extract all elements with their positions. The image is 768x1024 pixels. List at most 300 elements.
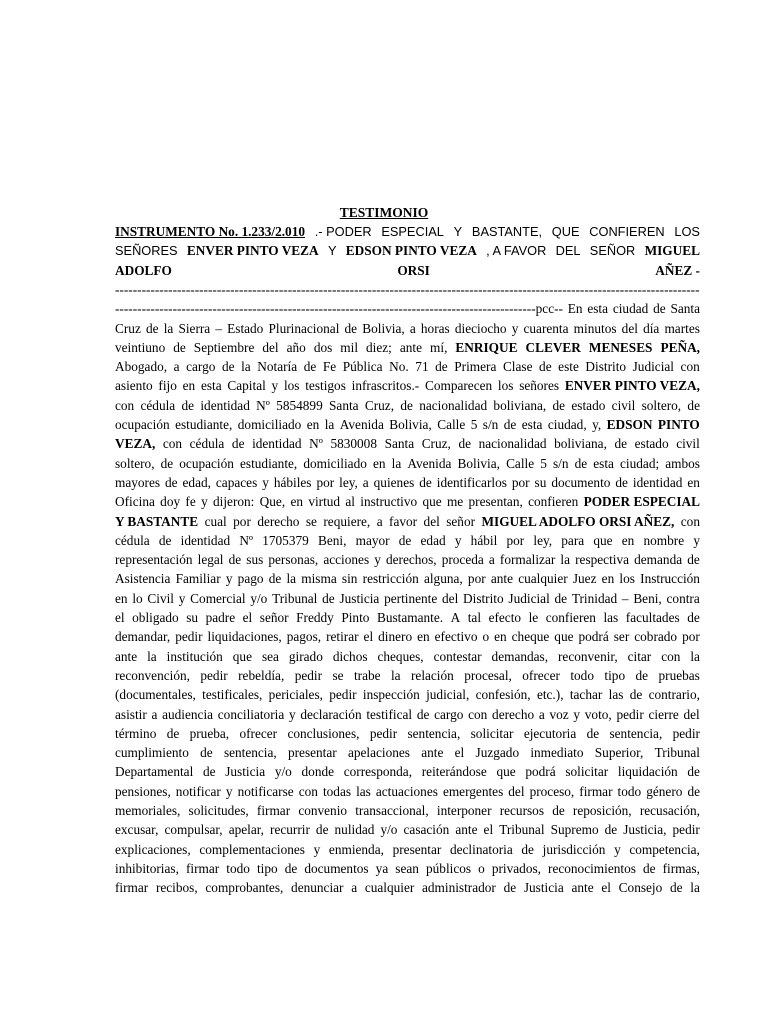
text-segment: a — [362, 474, 369, 490]
text-segment: y — [262, 474, 269, 490]
text-segment: Septiembre — [193, 339, 255, 355]
text-segment: Beni, — [633, 590, 662, 606]
text-segment: de — [165, 474, 178, 490]
text-segment: QUE — [551, 224, 580, 239]
text-segment: de — [400, 397, 413, 413]
text-segment: y — [271, 378, 279, 394]
text-segment: de — [416, 706, 430, 722]
text-segment: y/o — [274, 764, 292, 780]
text-segment: año — [286, 339, 306, 355]
text-segment: señor — [259, 610, 289, 625]
text-segment: la — [560, 552, 570, 568]
text-segment: CONFIEREN — [589, 224, 665, 239]
text-segment: estudiante, — [240, 455, 298, 471]
text-segment: a — [409, 320, 416, 336]
text-segment: a — [538, 706, 545, 722]
text-segment: Estado — [227, 320, 264, 336]
text-segment: el — [242, 610, 253, 625]
text-segment: y — [313, 841, 321, 857]
text-segment: liquidaciones, — [207, 629, 282, 645]
text-segment: género — [646, 783, 683, 799]
text-segment: , A FAVOR — [486, 243, 547, 259]
text-segment: alguna, — [423, 571, 463, 587]
text-segment: solicitar — [470, 725, 514, 741]
text-segment: mil — [340, 339, 359, 355]
text-segment: diez; — [366, 339, 392, 355]
text-segment: actuaciones — [375, 783, 438, 799]
text-segment: del — [621, 320, 638, 336]
text-segment: la — [690, 648, 700, 664]
text-segment: legal — [197, 552, 224, 568]
text-line — [115, 666, 700, 686]
text-segment: Santa — [329, 397, 359, 413]
text-segment: de — [669, 880, 683, 896]
text-segment: apelaciones — [347, 745, 410, 761]
text-segment: la — [390, 667, 401, 683]
text-segment: en — [182, 378, 196, 394]
text-segment: En — [567, 301, 583, 317]
text-line — [115, 801, 700, 821]
text-segment: recusación, — [639, 803, 700, 818]
text-segment: del — [262, 339, 279, 355]
text-segment: en — [306, 417, 320, 432]
text-segment: hábiles — [273, 474, 312, 490]
text-line — [115, 473, 700, 493]
text-segment: esta — [587, 301, 609, 317]
text-segment: Notaría — [257, 359, 298, 375]
text-segment: el — [454, 745, 465, 761]
text-segment: firmas, — [662, 860, 700, 876]
text-segment: Tribunal — [499, 822, 545, 838]
text-segment: Bolivia, — [389, 417, 432, 432]
text-segment: misma — [301, 571, 337, 587]
text-segment: pensiones, — [115, 783, 171, 799]
text-segment: girado — [288, 648, 323, 664]
text-segment: de — [166, 725, 180, 741]
text-line — [115, 338, 700, 358]
text-segment: 5854899 — [276, 397, 323, 413]
text-segment: y — [201, 494, 208, 510]
text-segment: que — [422, 494, 442, 510]
text-segment: Asistencia — [115, 571, 171, 587]
text-segment: declaración — [300, 706, 362, 722]
text-segment: y — [178, 590, 186, 606]
text-segment: por — [511, 474, 530, 490]
text-segment: sin — [341, 571, 358, 587]
text-segment: de — [181, 397, 195, 413]
text-segment: de — [687, 397, 700, 413]
text-segment: confieren — [528, 494, 579, 510]
text-segment: pedir — [175, 629, 203, 645]
text-segment: Familiar — [175, 571, 221, 587]
text-segment: Comercial — [190, 590, 246, 606]
text-segment: minutos — [573, 320, 617, 336]
text-segment: Nº — [309, 436, 323, 452]
text-segment: padre — [205, 610, 236, 625]
text-segment: de — [521, 841, 534, 857]
text-segment: de — [228, 552, 242, 568]
text-segment: proceda — [441, 552, 484, 568]
text-segment: testigos — [305, 378, 346, 394]
text-segment: confesión, — [475, 687, 531, 703]
text-segment: favor — [389, 513, 418, 529]
text-segment: obligado — [132, 610, 179, 625]
text-segment: soltero, — [115, 455, 155, 471]
text-segment: de — [419, 474, 432, 490]
text-segment: institución — [166, 648, 223, 664]
text-segment: Calle — [506, 455, 535, 471]
text-segment: los — [283, 378, 300, 394]
text-segment: y — [454, 532, 462, 548]
text-segment: recibos, — [155, 880, 198, 896]
text-segment: la — [391, 455, 402, 471]
text-segment: de — [303, 359, 317, 375]
text-segment: término — [115, 725, 157, 741]
text-segment: identificarlos — [436, 474, 507, 490]
text-segment: ocupación — [179, 455, 234, 471]
text-line — [115, 569, 700, 589]
text-segment: comprobantes, — [205, 880, 284, 896]
text-segment: las — [603, 610, 619, 625]
text-segment: ADOLFO — [115, 262, 172, 278]
text-segment: ambos — [665, 455, 700, 471]
text-segment: ofrecer — [522, 667, 560, 683]
text-segment: Judicial — [508, 590, 550, 606]
text-segment: identidad — [632, 474, 683, 490]
text-segment: tachar — [569, 687, 603, 703]
text-segment: ENRIQUE — [455, 339, 518, 355]
text-segment: derecho — [257, 513, 300, 529]
text-segment: 1705379 — [262, 532, 309, 548]
text-segment: la — [147, 648, 157, 664]
text-line — [115, 820, 700, 840]
text-line — [115, 222, 700, 242]
text-segment: públicos — [426, 860, 472, 876]
text-segment: se — [305, 513, 317, 529]
text-segment: de — [574, 455, 588, 471]
text-line — [115, 627, 700, 647]
text-line — [115, 724, 700, 744]
text-segment: pago — [237, 571, 264, 587]
text-segment: requiere, — [323, 513, 371, 529]
text-segment: en — [417, 629, 430, 645]
text-segment: ser — [613, 629, 630, 645]
text-segment: por — [233, 513, 251, 529]
text-segment: LOS — [674, 224, 700, 239]
text-segment: asistir — [115, 706, 147, 722]
text-segment: cualquier — [364, 880, 415, 896]
text-segment: cédula — [189, 436, 225, 452]
text-segment: al — [345, 494, 355, 510]
text-segment: el — [115, 610, 125, 625]
text-segment: y/o — [250, 590, 268, 606]
text-segment: .- PODER — [314, 224, 372, 239]
text-segment: efectivo — [434, 629, 478, 645]
text-segment: Fe — [322, 359, 337, 375]
text-segment: Y — [453, 224, 463, 239]
text-segment: ofrecer — [239, 725, 278, 741]
text-segment: Y BASTANTE — [115, 513, 199, 529]
text-segment: de — [604, 822, 618, 838]
text-segment: Bolivia, — [457, 455, 500, 471]
text-segment: de — [146, 320, 159, 336]
text-segment: (documentales, — [115, 687, 196, 703]
text-segment: de — [635, 667, 649, 683]
text-segment: dieciocho — [454, 320, 507, 336]
text-segment: Supremo — [550, 822, 599, 838]
text-segment: solicitar — [565, 764, 609, 780]
text-segment: señores — [519, 378, 560, 394]
text-line — [115, 434, 700, 454]
text-segment: Distrito — [585, 359, 627, 375]
text-line — [115, 454, 700, 474]
text-segment: emergentes — [442, 783, 504, 799]
text-segment: día — [643, 320, 660, 336]
text-segment: de — [173, 339, 186, 355]
text-segment: denunciar — [291, 880, 344, 896]
text-segment: de — [503, 417, 517, 432]
text-segment: de — [539, 359, 552, 375]
text-line — [115, 261, 700, 281]
text-segment: nombre — [643, 532, 685, 548]
text-segment: ocupación — [115, 417, 170, 432]
text-segment: contrario, — [648, 687, 700, 703]
text-segment: de — [687, 764, 700, 780]
text-segment: el — [483, 822, 494, 838]
text-segment: sentencia, — [407, 725, 461, 741]
text-segment: testifical — [366, 706, 413, 722]
text-segment: pedir — [294, 667, 323, 683]
text-segment: en — [687, 474, 700, 490]
text-segment: mayor — [355, 532, 390, 548]
text-segment: las — [356, 783, 371, 799]
text-segment: Judicial — [632, 359, 674, 375]
text-segment: ciudad, — [547, 417, 587, 432]
text-segment: conciliatoria — [217, 706, 285, 722]
text-segment: facultades — [625, 610, 680, 625]
text-segment: ENVER PINTO VEZA, — [564, 378, 700, 394]
text-segment: Avenida — [407, 455, 452, 471]
text-segment: Departamental — [115, 764, 194, 780]
text-segment: Pinto — [341, 610, 370, 625]
text-segment: presentan, — [468, 494, 523, 510]
text-segment: de — [642, 860, 656, 876]
text-segment: identidad — [200, 397, 250, 413]
text-segment: liquidación — [617, 764, 678, 780]
text-segment: cheque — [511, 629, 550, 645]
text-line — [115, 608, 700, 628]
text-segment: y — [511, 320, 519, 336]
text-segment: domiciliado — [237, 417, 302, 432]
text-segment: ENVER PINTO VEZA — [186, 243, 319, 259]
text-segment: restricción — [362, 571, 419, 587]
text-segment: pagos, — [286, 629, 322, 645]
text-segment: demandas, — [491, 648, 549, 664]
text-line — [115, 280, 700, 300]
text-segment: de — [202, 764, 216, 780]
text-segment: CLEVER — [525, 339, 581, 355]
text-segment: de — [344, 320, 358, 336]
text-line — [115, 492, 700, 512]
text-segment: le — [528, 610, 539, 625]
text-segment: se — [332, 667, 344, 683]
text-segment: nacionalidad — [419, 397, 488, 413]
text-segment: de — [503, 880, 517, 896]
text-segment: inhibitorias, — [115, 860, 179, 876]
text-segment: 5 — [470, 417, 478, 432]
text-line — [115, 531, 700, 551]
text-segment: sea — [261, 648, 279, 664]
text-segment: SEÑOR — [589, 243, 636, 259]
text-segment: podrá — [525, 764, 556, 780]
text-segment: jurisdicción — [542, 841, 606, 857]
text-segment: cédula — [115, 532, 150, 548]
text-segment: 5 — [540, 455, 547, 471]
text-segment: estudiante, — [175, 417, 233, 432]
text-segment: mayores — [115, 474, 161, 490]
text-segment: ley, — [339, 474, 358, 490]
text-segment: firmar — [256, 803, 291, 818]
text-segment: PODER ESPECIAL — [583, 494, 700, 510]
text-segment: que — [232, 648, 252, 664]
text-segment: y, — [592, 417, 602, 432]
text-segment: pedir — [369, 725, 398, 741]
text-segment: conclusiones, — [287, 725, 360, 741]
text-segment: Juez — [572, 571, 597, 587]
text-segment: a — [351, 880, 358, 896]
text-segment: notificar — [175, 783, 221, 799]
text-segment: contestar — [433, 648, 482, 664]
text-segment: la — [286, 571, 297, 587]
text-line — [115, 647, 700, 667]
text-segment: Justicia, — [623, 822, 667, 838]
text-segment: todo — [570, 667, 594, 683]
text-segment: explicaciones, — [115, 841, 191, 857]
text-segment: dijeron: — [213, 494, 255, 510]
text-segment: – — [215, 320, 222, 336]
text-line — [115, 840, 700, 860]
text-segment: acciones — [323, 552, 370, 568]
text-segment: trabe — [353, 667, 381, 683]
text-segment: periciales, — [268, 687, 323, 703]
text-segment: de — [687, 783, 700, 799]
text-segment: que — [496, 764, 516, 780]
text-segment: ante — [399, 339, 423, 355]
text-segment: Bustamante. — [376, 610, 444, 625]
text-segment: señor — [446, 513, 476, 529]
text-segment: del — [423, 513, 440, 529]
text-line — [115, 589, 700, 609]
text-segment: pedir — [200, 667, 228, 683]
text-segment: presentar — [287, 745, 337, 761]
text-segment: formalizar — [499, 552, 556, 568]
text-segment: y — [374, 552, 381, 568]
text-segment: Nº — [239, 532, 254, 548]
text-segment: ley, — [533, 532, 553, 548]
text-segment: Calle — [437, 417, 466, 432]
text-segment: ya — [375, 860, 389, 876]
text-segment: Avenida — [339, 417, 384, 432]
text-segment: dichos — [332, 648, 368, 664]
text-segment: de — [458, 436, 471, 452]
text-segment: reconvenir, — [558, 648, 618, 664]
text-segment: PINTO — [657, 417, 700, 432]
text-segment: a — [488, 552, 495, 568]
text-line — [115, 878, 700, 898]
text-segment: DEL — [555, 243, 581, 259]
text-segment: lo — [132, 590, 143, 606]
text-segment: interponer — [436, 803, 492, 818]
text-segment: capaces — [215, 474, 258, 490]
text-segment: asiento — [115, 378, 153, 394]
text-segment: pedir — [672, 822, 700, 838]
text-segment: Justicia — [225, 764, 266, 780]
text-segment: proceso, — [529, 783, 575, 799]
text-segment: de — [653, 301, 666, 317]
text-segment: por — [467, 571, 486, 587]
text-segment: soltero, — [641, 397, 682, 413]
text-segment: excusar, — [115, 822, 159, 838]
text-segment: demanda — [634, 552, 683, 568]
text-segment: esta — [521, 417, 543, 432]
text-segment: recurrir — [270, 822, 310, 838]
text-segment: VEZA, — [115, 436, 156, 452]
text-segment: presentar — [392, 841, 442, 857]
text-segment: de — [160, 455, 174, 471]
text-segment: Capital — [227, 378, 266, 394]
text-segment: cheques, — [377, 648, 424, 664]
text-segment: en — [621, 532, 635, 548]
text-segment: ------------------------------------------------------------------------------------------------------------------------------------ — [115, 281, 700, 297]
text-segment: en — [494, 629, 507, 645]
text-segment: ante — [490, 571, 513, 587]
text-segment: EDSON — [606, 417, 653, 432]
text-segment: para — [561, 532, 585, 548]
text-line — [115, 357, 700, 377]
text-segment: compulsar, — [164, 822, 223, 838]
text-segment: convenio — [298, 803, 348, 818]
text-segment: ante — [115, 648, 138, 664]
text-segment: cargo — [434, 706, 464, 722]
text-segment: 5830008 — [330, 436, 377, 452]
text-segment: cualquier — [518, 571, 568, 587]
text-segment: Santa — [384, 436, 415, 452]
text-segment: sentencia, — [223, 745, 277, 761]
text-segment: administrador — [422, 880, 496, 896]
text-segment: Justicia — [339, 590, 380, 606]
text-segment: en — [601, 571, 615, 587]
text-segment: tipo — [604, 667, 626, 683]
text-line — [115, 512, 700, 532]
text-segment: firmar — [579, 783, 613, 799]
text-line — [115, 241, 700, 261]
text-segment: a — [151, 706, 158, 722]
text-segment: del — [683, 706, 700, 722]
text-line — [115, 762, 700, 782]
text-segment: por — [506, 532, 525, 548]
text-segment: su — [534, 474, 547, 490]
text-segment: pruebas — [658, 667, 700, 683]
text-segment: Bolivia, — [362, 320, 405, 336]
text-segment: memoriales, — [115, 803, 181, 818]
text-segment: del — [508, 783, 525, 799]
text-segment: cual — [204, 513, 227, 529]
text-segment: de — [687, 610, 700, 625]
text-segment: apelar, — [228, 822, 264, 838]
text-segment: Cruz — [115, 320, 141, 336]
text-segment: Tribunal — [272, 590, 318, 606]
text-segment: infrascritos.- — [351, 378, 420, 394]
